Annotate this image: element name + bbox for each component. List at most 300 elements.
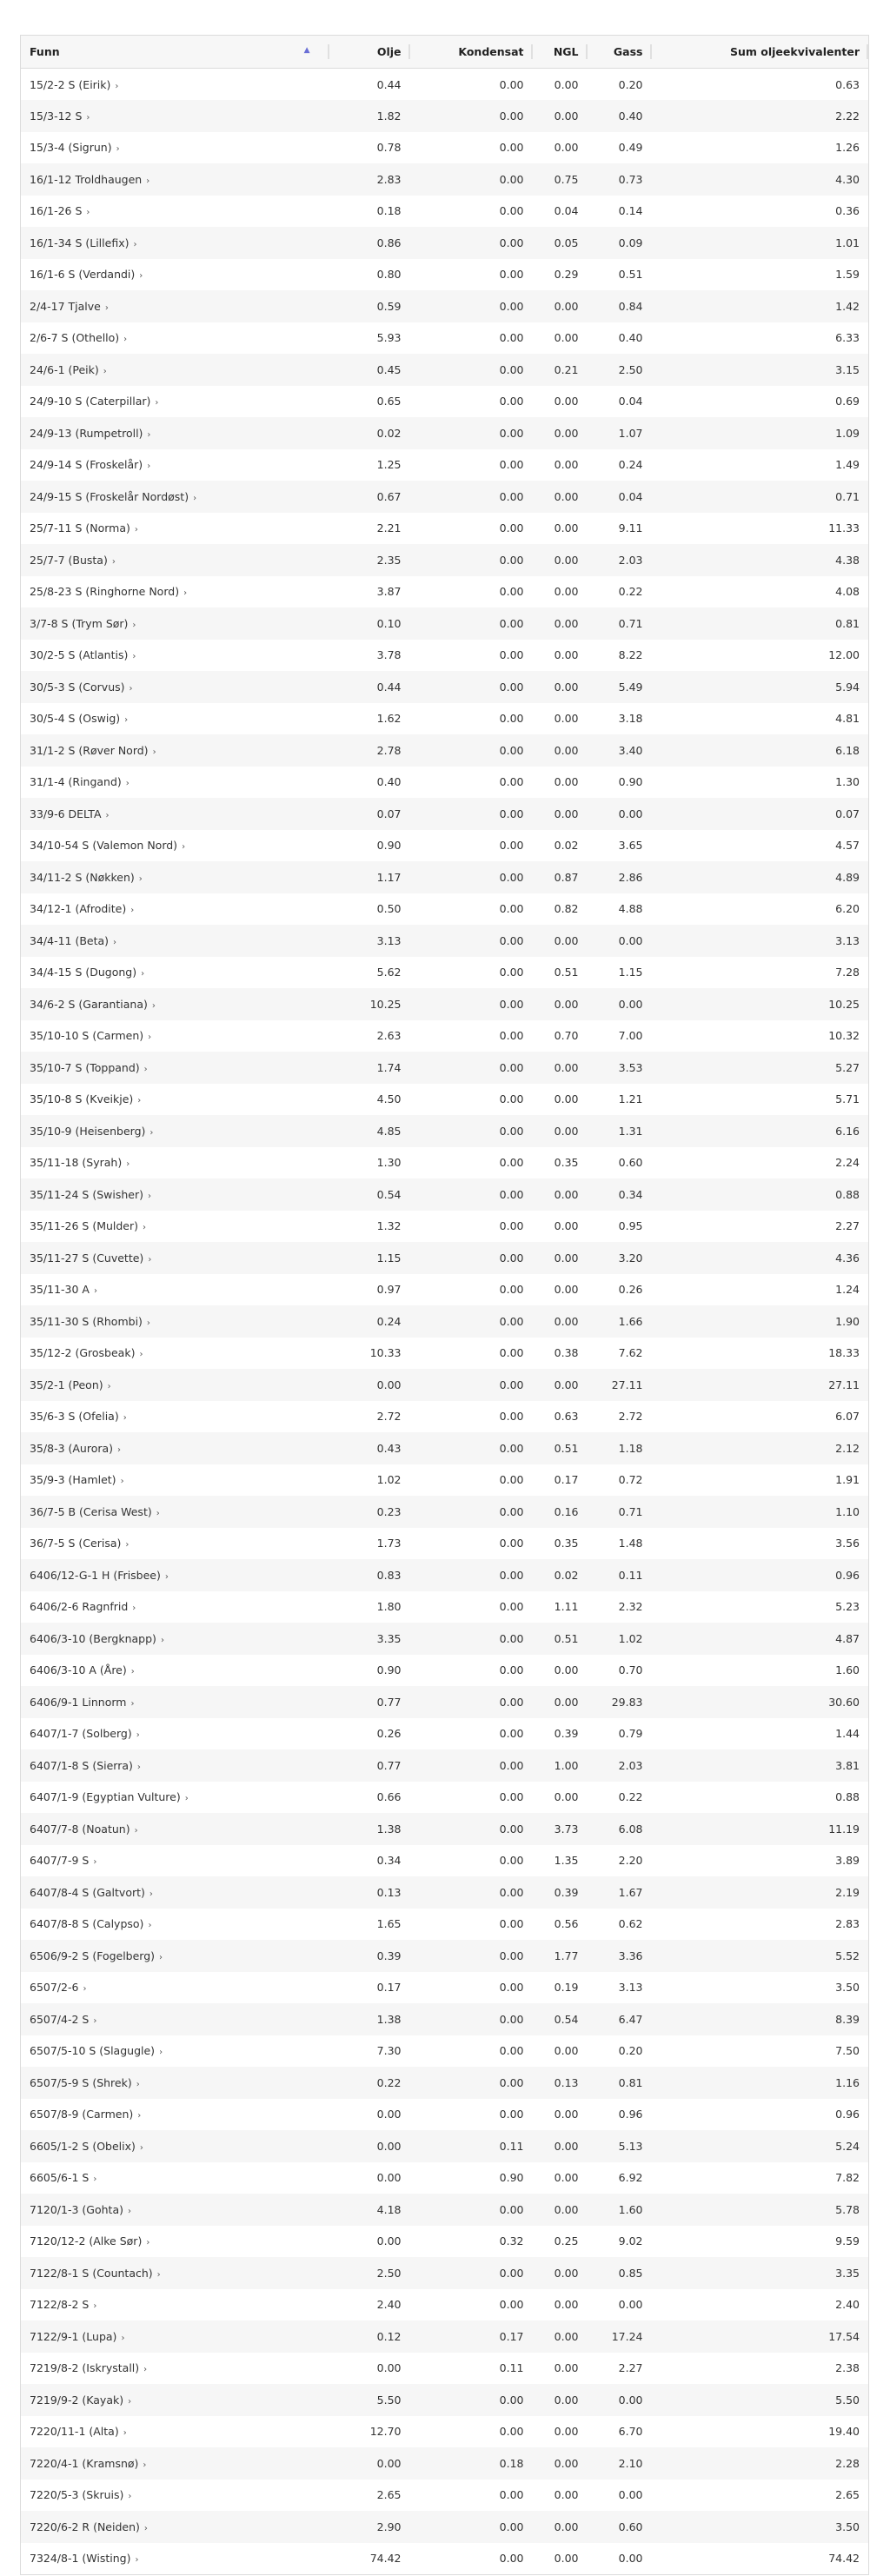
cell-funn[interactable]: [21, 1178, 329, 1211]
cell-funn[interactable]: [21, 69, 329, 101]
cell-funn[interactable]: [21, 2067, 329, 2099]
cell-funn[interactable]: [21, 1940, 329, 1972]
discovery-name-link[interactable]: 35/11-30 S (Rhombi): [30, 1314, 143, 1328]
sort-ascending-icon[interactable]: ▲: [303, 46, 310, 55]
chevron-right-icon[interactable]: ›: [123, 2428, 127, 2439]
cell-funn[interactable]: [21, 2003, 329, 2035]
cell-funn[interactable]: [21, 100, 329, 132]
table-row: [21, 481, 869, 513]
chevron-right-icon[interactable]: ›: [93, 2174, 97, 2185]
chevron-right-icon[interactable]: ›: [130, 1667, 135, 1677]
chevron-right-icon[interactable]: ›: [143, 2523, 148, 2533]
chevron-right-icon[interactable]: ›: [135, 2555, 139, 2565]
chevron-right-icon[interactable]: ›: [148, 1032, 152, 1043]
cell-funn[interactable]: [21, 1147, 329, 1179]
cell-funn[interactable]: [21, 1211, 329, 1243]
chevron-right-icon[interactable]: ›: [125, 779, 130, 789]
cell-funn[interactable]: [21, 354, 329, 386]
cell-funn[interactable]: [21, 1749, 329, 1782]
chevron-right-icon[interactable]: ›: [146, 176, 150, 186]
cell-funn[interactable]: [21, 449, 329, 481]
cell-funn[interactable]: [21, 2353, 329, 2385]
cell-olje: 1.62: [376, 712, 402, 726]
cell-olje: 0.00: [376, 2171, 402, 2185]
cell-funn[interactable]: [21, 1401, 329, 1433]
discovery-name-link[interactable]: 34/11-2 S (Nøkken): [30, 870, 135, 884]
discovery-name-link[interactable]: 6406/2-6 Ragnfrid: [30, 1600, 129, 1614]
cell-funn[interactable]: [21, 1305, 329, 1338]
cell-kondensat: 0.00: [499, 997, 524, 1011]
cell-olje: 10.33: [369, 1346, 402, 1360]
cell-kondensat: 0.00: [499, 1758, 524, 1772]
discovery-name-link[interactable]: 35/9-3 (Hamlet): [30, 1473, 116, 1487]
chevron-right-icon[interactable]: ›: [136, 1730, 140, 1741]
cell-gass: 8.22: [618, 648, 643, 662]
cell-sum-oljeekvivalenter: 0.96: [835, 1568, 860, 1582]
discovery-name-link[interactable]: 35/11-27 S (Cuvette): [30, 1251, 144, 1265]
chevron-right-icon[interactable]: ›: [130, 906, 135, 916]
chevron-right-icon[interactable]: ›: [147, 1191, 151, 1201]
chevron-right-icon[interactable]: ›: [128, 2396, 132, 2407]
discovery-name-link[interactable]: 7324/8-1 (Wisting): [30, 2552, 131, 2565]
discovery-name-link[interactable]: 2/4-17 Tjalve: [30, 299, 101, 313]
chevron-right-icon[interactable]: ›: [184, 1794, 189, 1804]
cell-funn[interactable]: [21, 861, 329, 893]
discovery-name-link[interactable]: 7122/8-1 S (Countach): [30, 2266, 153, 2280]
cell-ngl: 0.04: [554, 204, 579, 218]
cell-funn[interactable]: [21, 2162, 329, 2194]
chevron-right-icon[interactable]: ›: [137, 2111, 142, 2121]
discovery-name-link[interactable]: 7220/4-1 (Kramsnø): [30, 2456, 139, 2470]
cell-sum-oljeekvivalenter: 4.87: [835, 1631, 860, 1645]
discovery-name-link[interactable]: 35/11-18 (Syrah): [30, 1156, 123, 1170]
chevron-right-icon[interactable]: ›: [93, 1286, 97, 1297]
chevron-right-icon[interactable]: ›: [156, 1508, 160, 1518]
cell-sum-oljeekvivalenter: 2.22: [835, 109, 860, 123]
discovery-name-link[interactable]: 34/4-15 S (Dugong): [30, 966, 137, 979]
cell-funn[interactable]: [21, 767, 329, 799]
cell-funn[interactable]: [21, 544, 329, 576]
discovery-name-link[interactable]: 6507/2-6: [30, 1981, 79, 1995]
table-row: [21, 1211, 869, 1243]
table-row: [21, 640, 869, 672]
cell-funn[interactable]: [21, 1655, 329, 1687]
cell-funn[interactable]: [21, 2416, 329, 2448]
cell-funn[interactable]: [21, 957, 329, 989]
cell-funn[interactable]: [21, 417, 329, 449]
table-row: [21, 1782, 869, 1814]
chevron-right-icon[interactable]: ›: [155, 398, 159, 408]
cell-ngl: 0.75: [554, 172, 579, 186]
discovery-name-link[interactable]: 24/9-14 S (Froskelår): [30, 458, 143, 472]
cell-funn[interactable]: [21, 1876, 329, 1909]
cell-gass: 9.02: [618, 2234, 643, 2248]
cell-kondensat: 0.00: [499, 77, 524, 91]
discoveries-table: [20, 35, 869, 2575]
discovery-name-link[interactable]: 35/10-9 (Heisenberg): [30, 1124, 146, 1138]
cell-ngl: 0.00: [554, 1187, 579, 1201]
discovery-name-link[interactable]: 35/2-1 (Peon): [30, 1378, 103, 1391]
cell-funn[interactable]: [21, 1686, 329, 1718]
chevron-right-icon[interactable]: ›: [136, 2079, 140, 2089]
chevron-right-icon[interactable]: ›: [136, 1762, 141, 1772]
chevron-right-icon[interactable]: ›: [156, 2269, 161, 2280]
discovery-name-link[interactable]: 6406/3-10 A (Åre): [30, 1663, 127, 1677]
cell-funn[interactable]: [21, 893, 329, 926]
cell-funn[interactable]: [21, 2099, 329, 2131]
cell-ngl: 0.00: [554, 2425, 579, 2439]
column-header-funn[interactable]: [21, 36, 329, 69]
discovery-name-link[interactable]: 6407/7-9 S: [30, 1854, 90, 1868]
discovery-name-link[interactable]: 6407/1-9 (Egyptian Vulture): [30, 1790, 181, 1804]
discovery-name-link[interactable]: 30/2-5 S (Atlantis): [30, 648, 129, 662]
discovery-name-link[interactable]: 24/9-13 (Rumpetroll): [30, 426, 143, 440]
discovery-name-link[interactable]: 35/12-2 (Grosbeak): [30, 1346, 136, 1360]
cell-olje: 4.85: [376, 1124, 402, 1138]
chevron-right-icon[interactable]: ›: [143, 1223, 147, 1233]
chevron-right-icon[interactable]: ›: [127, 2206, 131, 2216]
cell-funn[interactable]: [21, 798, 329, 830]
cell-ngl: 0.00: [554, 2108, 579, 2121]
discovery-name-link[interactable]: 16/1-26 S: [30, 204, 83, 218]
cell-funn[interactable]: [21, 290, 329, 322]
discovery-name-link[interactable]: 6407/8-4 S (Galtvort): [30, 1885, 145, 1899]
column-header-sum-oljeekvivalenter[interactable]: [652, 36, 869, 69]
discovery-name-link[interactable]: 7220/6-2 R (Neiden): [30, 2520, 140, 2533]
chevron-right-icon[interactable]: ›: [123, 335, 128, 345]
chevron-right-icon[interactable]: ›: [146, 1318, 150, 1328]
chevron-right-icon[interactable]: ›: [164, 1571, 169, 1582]
chevron-right-icon[interactable]: ›: [93, 2015, 97, 2026]
discovery-name-link[interactable]: 15/3-4 (Sigrun): [30, 141, 112, 155]
cell-funn[interactable]: [21, 703, 329, 735]
cell-olje: 1.30: [376, 1156, 402, 1170]
chevron-right-icon[interactable]: ›: [121, 2333, 125, 2343]
chevron-right-icon[interactable]: ›: [134, 525, 138, 535]
chevron-right-icon[interactable]: ›: [160, 1635, 164, 1645]
cell-funn[interactable]: [21, 1369, 329, 1401]
chevron-right-icon[interactable]: ›: [149, 1889, 153, 1899]
discovery-name-link[interactable]: 6406/12-G-1 H (Frisbee): [30, 1568, 161, 1582]
chevron-right-icon[interactable]: ›: [147, 429, 151, 440]
chevron-right-icon[interactable]: ›: [117, 1444, 122, 1455]
discovery-name-link[interactable]: 7122/9-1 (Lupa): [30, 2329, 117, 2343]
cell-funn[interactable]: [21, 2384, 329, 2416]
chevron-right-icon[interactable]: ›: [132, 1603, 136, 1614]
cell-funn[interactable]: [21, 1496, 329, 1528]
chevron-right-icon[interactable]: ›: [129, 683, 133, 694]
chevron-right-icon[interactable]: ›: [143, 2460, 147, 2470]
discovery-name-link[interactable]: 6507/5-9 S (Shrek): [30, 2075, 132, 2089]
discovery-name-link[interactable]: 7219/8-2 (Iskrystall): [30, 2361, 140, 2375]
discovery-name-link[interactable]: 25/7-11 S (Norma): [30, 521, 130, 535]
discovery-name-link[interactable]: 24/9-10 S (Caterpillar): [30, 395, 151, 408]
chevron-right-icon[interactable]: ›: [139, 2142, 143, 2153]
cell-funn[interactable]: [21, 925, 329, 957]
chevron-right-icon[interactable]: ›: [134, 1825, 138, 1836]
discovery-name-link[interactable]: 36/7-5 S (Cerisa): [30, 1537, 122, 1550]
discovery-name-link[interactable]: 6406/9-1 Linnorm: [30, 1695, 127, 1709]
cell-ngl: 0.39: [554, 1727, 579, 1741]
discovery-name-link[interactable]: 6507/5-10 S (Slagugle): [30, 2044, 156, 2058]
discovery-name-link[interactable]: 6407/1-7 (Solberg): [30, 1727, 132, 1741]
cell-funn[interactable]: [21, 2320, 329, 2353]
chevron-right-icon[interactable]: ›: [124, 715, 129, 726]
chevron-right-icon[interactable]: ›: [183, 588, 188, 599]
discovery-name-link[interactable]: 3/7-8 S (Trym Sør): [30, 616, 129, 630]
cell-funn[interactable]: [21, 1813, 329, 1845]
discovery-name-link[interactable]: 35/10-10 S (Carmen): [30, 1029, 144, 1043]
discovery-name-link[interactable]: 16/1-12 Troldhaugen: [30, 172, 143, 186]
cell-funn[interactable]: [21, 830, 329, 862]
cell-funn[interactable]: [21, 386, 329, 418]
chevron-right-icon[interactable]: ›: [132, 652, 136, 662]
cell-funn[interactable]: [21, 259, 329, 291]
column-resize-handle[interactable]: [867, 44, 868, 59]
chevron-right-icon[interactable]: ›: [113, 937, 117, 947]
discovery-name-link[interactable]: 36/7-5 B (Cerisa West): [30, 1504, 152, 1518]
discovery-name-link[interactable]: 34/6-2 S (Garantiana): [30, 997, 148, 1011]
cell-funn[interactable]: [21, 1338, 329, 1370]
cell-funn[interactable]: [21, 607, 329, 640]
chevron-right-icon[interactable]: ›: [137, 1096, 142, 1106]
cell-ngl: 0.00: [554, 458, 579, 472]
discovery-name-link[interactable]: 16/1-34 S (Lillefix): [30, 236, 130, 249]
chevron-right-icon[interactable]: ›: [159, 1952, 163, 1962]
cell-funn[interactable]: [21, 1084, 329, 1116]
chevron-right-icon[interactable]: ›: [115, 81, 119, 91]
table-row: [21, 1528, 869, 1560]
discovery-name-link[interactable]: 7220/11-1 (Alta): [30, 2425, 119, 2439]
cell-funn[interactable]: [21, 734, 329, 767]
cell-funn[interactable]: [21, 671, 329, 703]
discovery-name-link[interactable]: 6507/4-2 S: [30, 2012, 90, 2026]
discovery-name-link[interactable]: 24/6-1 (Peik): [30, 362, 99, 376]
cell-olje: 12.70: [369, 2425, 402, 2439]
discovery-name-link[interactable]: 31/1-2 S (Røver Nord): [30, 743, 149, 757]
cell-funn[interactable]: [21, 2511, 329, 2543]
table-row: [21, 513, 869, 545]
cell-funn[interactable]: [21, 1845, 329, 1877]
chevron-right-icon[interactable]: ›: [138, 873, 143, 884]
cell-ngl: 0.00: [554, 1092, 579, 1106]
cell-sum-oljeekvivalenter: 8.39: [835, 2012, 860, 2026]
column-header-label: Gass: [613, 45, 643, 58]
chevron-right-icon[interactable]: ›: [130, 1698, 135, 1709]
discovery-name-link[interactable]: 30/5-4 S (Oswig): [30, 712, 121, 726]
cell-gass: 0.85: [618, 2266, 643, 2280]
chevron-right-icon[interactable]: ›: [141, 969, 145, 979]
cell-gass: 2.27: [618, 2361, 643, 2375]
cell-gass: 0.22: [618, 1790, 643, 1804]
cell-funn[interactable]: [21, 2480, 329, 2512]
discovery-name-link[interactable]: 7220/5-3 (Skruis): [30, 2488, 124, 2502]
cell-gass: 1.31: [618, 1124, 643, 1138]
discovery-name-link[interactable]: 34/4-11 (Beta): [30, 933, 110, 947]
discovery-name-link[interactable]: 35/11-24 S (Swisher): [30, 1187, 143, 1201]
cell-ngl: 0.19: [554, 1981, 579, 1995]
chevron-right-icon[interactable]: ›: [139, 1350, 143, 1360]
cell-funn[interactable]: [21, 2226, 329, 2258]
discovery-name-link[interactable]: 6605/1-2 S (Obelix): [30, 2139, 136, 2153]
discovery-name-link[interactable]: 2/6-7 S (Othello): [30, 331, 120, 345]
discovery-name-link[interactable]: 35/11-30 A: [30, 1283, 90, 1297]
cell-kondensat: 0.00: [499, 1092, 524, 1106]
chevron-right-icon[interactable]: ›: [125, 1540, 130, 1550]
cell-funn[interactable]: [21, 1464, 329, 1497]
cell-olje: 3.78: [376, 648, 402, 662]
discovery-name-link[interactable]: 16/1-6 S (Verdandi): [30, 268, 136, 282]
chevron-right-icon[interactable]: ›: [143, 2365, 148, 2375]
discovery-name-link[interactable]: 6407/7-8 (Noatun): [30, 1822, 130, 1836]
discovery-name-link[interactable]: 6605/6-1 S: [30, 2171, 90, 2185]
discovery-name-link[interactable]: 25/7-7 (Busta): [30, 553, 108, 567]
cell-ngl: 0.00: [554, 395, 579, 408]
cell-funn[interactable]: [21, 1432, 329, 1464]
discovery-name-link[interactable]: 6406/3-10 (Bergknapp): [30, 1631, 156, 1645]
cell-funn[interactable]: [21, 1052, 329, 1084]
chevron-right-icon[interactable]: ›: [120, 1477, 124, 1487]
chevron-right-icon[interactable]: ›: [146, 2238, 150, 2248]
chevron-right-icon[interactable]: ›: [93, 1857, 97, 1868]
discovery-name-link[interactable]: 33/9-6 DELTA: [30, 807, 102, 820]
cell-funn[interactable]: [21, 1528, 329, 1560]
cell-funn[interactable]: [21, 1718, 329, 1750]
cell-funn[interactable]: [21, 163, 329, 196]
discovery-name-link[interactable]: 24/9-15 S (Froskelår Nordøst): [30, 489, 189, 503]
chevron-right-icon[interactable]: ›: [123, 1413, 127, 1424]
cell-funn[interactable]: [21, 2289, 329, 2321]
table-row: [21, 1178, 869, 1211]
chevron-right-icon[interactable]: ›: [193, 493, 197, 503]
discovery-name-link[interactable]: 35/8-3 (Aurora): [30, 1441, 114, 1455]
chevron-right-icon[interactable]: ›: [104, 302, 109, 313]
discovery-name-link[interactable]: 30/5-3 S (Corvus): [30, 680, 125, 694]
discovery-name-link[interactable]: 6507/8-9 (Carmen): [30, 2108, 134, 2121]
cell-sum-oljeekvivalenter: 5.24: [835, 2139, 860, 2153]
discovery-name-link[interactable]: 35/11-26 S (Mulder): [30, 1219, 139, 1233]
chevron-right-icon[interactable]: ›: [107, 1381, 111, 1391]
cell-olje: 0.43: [376, 1441, 402, 1455]
cell-funn[interactable]: [21, 640, 329, 672]
discovery-name-link[interactable]: 15/3-12 S: [30, 109, 83, 123]
cell-funn[interactable]: [21, 2035, 329, 2068]
cell-funn[interactable]: [21, 1591, 329, 1623]
cell-funn[interactable]: [21, 196, 329, 228]
cell-kondensat: 0.00: [499, 2488, 524, 2502]
discovery-name-link[interactable]: 6407/8-8 S (Calypso): [30, 1917, 144, 1931]
cell-funn[interactable]: [21, 2447, 329, 2480]
chevron-right-icon[interactable]: ›: [151, 1000, 156, 1011]
chevron-right-icon[interactable]: ›: [105, 810, 110, 820]
discovery-name-link[interactable]: 7122/8-2 S: [30, 2298, 90, 2312]
discovery-name-link[interactable]: 34/10-54 S (Valemon Nord): [30, 839, 178, 853]
cell-funn[interactable]: [21, 481, 329, 513]
chevron-right-icon[interactable]: ›: [86, 112, 90, 123]
chevron-right-icon[interactable]: ›: [133, 239, 137, 249]
chevron-right-icon[interactable]: ›: [148, 1921, 152, 1931]
chevron-right-icon[interactable]: ›: [93, 2301, 97, 2312]
cell-funn[interactable]: [21, 1782, 329, 1814]
discovery-name-link[interactable]: 6506/9-2 S (Fogelberg): [30, 1949, 156, 1962]
cell-funn[interactable]: [21, 1559, 329, 1591]
chevron-right-icon[interactable]: ›: [132, 620, 136, 630]
chevron-right-icon[interactable]: ›: [139, 271, 143, 282]
chevron-right-icon[interactable]: ›: [147, 461, 151, 472]
table-row: [21, 607, 869, 640]
discovery-name-link[interactable]: 6407/1-8 S (Sierra): [30, 1758, 133, 1772]
discovery-name-link[interactable]: 7120/1-3 (Gohta): [30, 2202, 123, 2216]
cell-kondensat: 0.00: [499, 489, 524, 503]
chevron-right-icon[interactable]: ›: [111, 556, 116, 567]
cell-funn[interactable]: [21, 1242, 329, 1274]
chevron-right-icon[interactable]: ›: [103, 366, 107, 376]
chevron-right-icon[interactable]: ›: [143, 1064, 148, 1074]
cell-funn[interactable]: [21, 227, 329, 259]
table-row: [21, 734, 869, 767]
cell-funn[interactable]: [21, 2543, 329, 2575]
table-row: [21, 2226, 869, 2258]
cell-funn[interactable]: [21, 132, 329, 164]
column-header-gass[interactable]: [588, 36, 652, 69]
column-header-kondensat[interactable]: [410, 36, 533, 69]
discovery-name-link[interactable]: 35/10-7 S (Toppand): [30, 1060, 140, 1074]
chevron-right-icon[interactable]: ›: [152, 747, 156, 757]
cell-funn[interactable]: [21, 2257, 329, 2289]
cell-funn[interactable]: [21, 1274, 329, 1306]
cell-funn[interactable]: [21, 576, 329, 608]
column-header-ngl[interactable]: [533, 36, 588, 69]
discovery-name-link[interactable]: 34/12-1 (Afrodite): [30, 902, 127, 916]
chevron-right-icon[interactable]: ›: [86, 208, 90, 218]
chevron-right-icon[interactable]: ›: [83, 1984, 87, 1995]
column-header-olje[interactable]: [329, 36, 410, 69]
chevron-right-icon[interactable]: ›: [148, 1254, 152, 1265]
cell-ngl: 0.00: [554, 648, 579, 662]
chevron-right-icon[interactable]: ›: [116, 144, 120, 155]
discovery-name-link[interactable]: 15/2-2 S (Eirik): [30, 77, 111, 91]
cell-funn[interactable]: [21, 1020, 329, 1052]
cell-kondensat: 0.00: [499, 1981, 524, 1995]
chevron-right-icon[interactable]: ›: [149, 1127, 154, 1138]
cell-funn[interactable]: [21, 513, 329, 545]
discovery-name-link[interactable]: 7219/9-2 (Kayak): [30, 2393, 124, 2407]
table-row: [21, 1876, 869, 1909]
cell-olje: 2.72: [376, 1410, 402, 1424]
cell-funn[interactable]: [21, 1972, 329, 2004]
cell-funn[interactable]: [21, 988, 329, 1020]
cell-funn[interactable]: [21, 2194, 329, 2226]
cell-olje: 0.00: [376, 1378, 402, 1391]
cell-funn[interactable]: [21, 1623, 329, 1655]
discovery-name-link[interactable]: 25/8-23 S (Ringhorne Nord): [30, 585, 180, 599]
chevron-right-icon[interactable]: ›: [159, 2048, 163, 2058]
cell-funn[interactable]: [21, 2130, 329, 2162]
chevron-right-icon[interactable]: ›: [126, 1159, 130, 1170]
cell-funn[interactable]: [21, 1909, 329, 1941]
discovery-name-link[interactable]: 7120/12-2 (Alke Sør): [30, 2234, 143, 2248]
discovery-name-link[interactable]: 31/1-4 (Ringand): [30, 775, 122, 789]
discovery-name-link[interactable]: 35/6-3 S (Ofelia): [30, 1410, 119, 1424]
cell-olje: 2.63: [376, 1029, 402, 1043]
chevron-right-icon[interactable]: ›: [128, 2492, 132, 2502]
cell-kondensat: 0.00: [499, 1631, 524, 1645]
chevron-right-icon[interactable]: ›: [182, 842, 186, 853]
cell-funn[interactable]: [21, 322, 329, 355]
discovery-name-link[interactable]: 35/10-8 S (Kveikje): [30, 1092, 134, 1106]
cell-funn[interactable]: [21, 1115, 329, 1147]
cell-sum-oljeekvivalenter: 17.54: [828, 2329, 860, 2343]
